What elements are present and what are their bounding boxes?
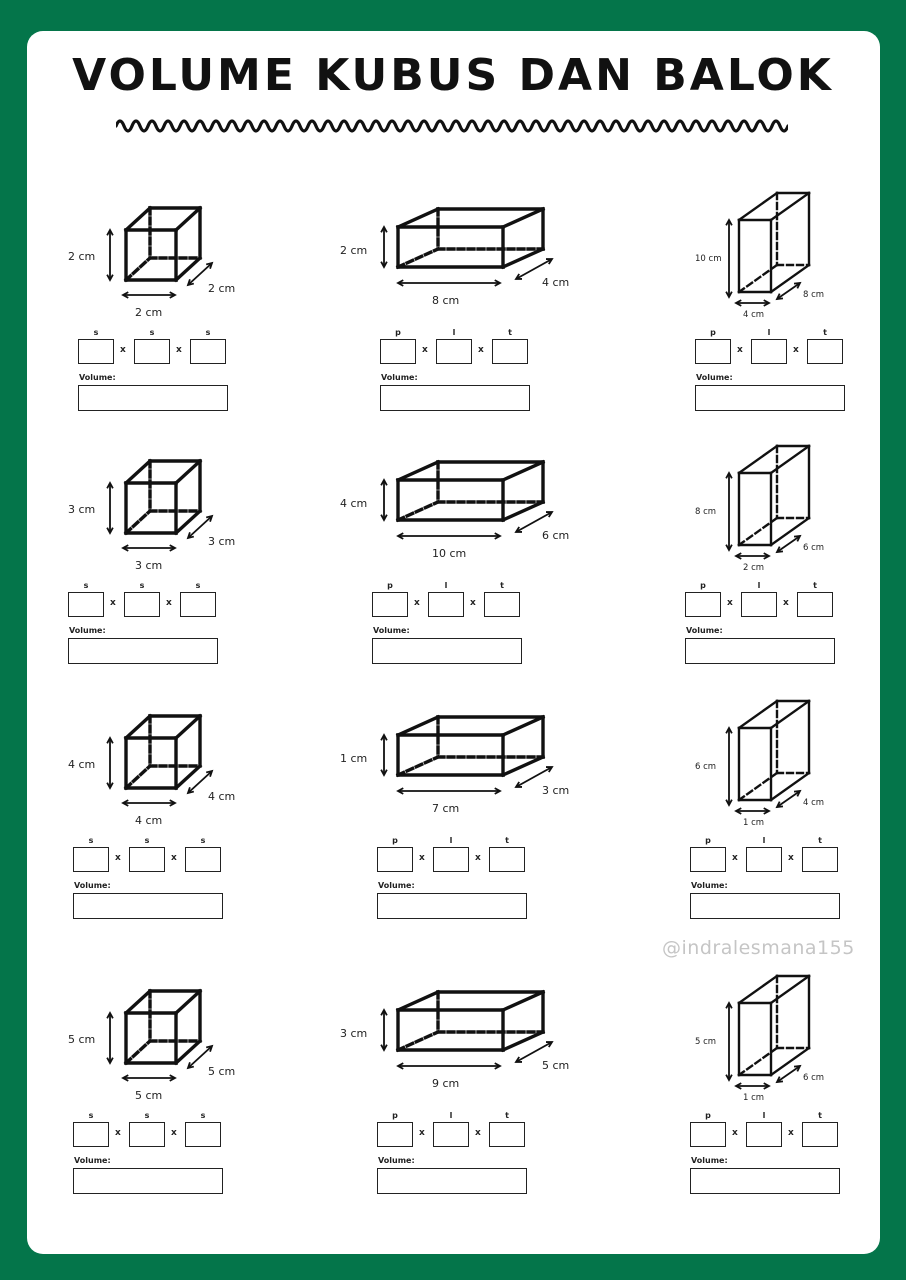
factor-input-box[interactable] [185,847,221,872]
depth-edge [398,992,438,1010]
volume-label: Volume: [378,881,415,890]
height-label: 4 cm [340,497,368,510]
factor-label: s [195,581,201,590]
problem-card-4 [60,448,280,678]
width-arrow [398,788,500,794]
depth-edge [739,446,777,473]
page-title: VOLUME KUBUS DAN BALOK [72,50,834,101]
answer-form [380,328,540,418]
factor-label: t [508,328,512,337]
shape-drawing [126,716,200,788]
shape-drawing [739,193,809,292]
volume-answer-box[interactable] [73,1168,223,1194]
multiply-sign: x [419,1128,425,1138]
depth-edge [739,701,777,728]
problem-card-10 [60,978,280,1208]
factor-label: l [762,836,766,845]
factor-label: l [449,836,453,845]
volume-answer-box[interactable] [695,385,845,411]
width-label: 7 cm [432,802,460,815]
volume-answer-box[interactable] [78,385,228,411]
width-arrow [123,292,175,298]
depth-edge [176,461,200,483]
problem-card-12 [655,978,875,1208]
height-arrow [381,227,387,267]
factor-input-box[interactable] [433,847,469,872]
height-arrow [726,220,732,297]
problem-card-7 [60,703,280,933]
depth-edge [126,991,150,1013]
problem-card-3 [655,195,875,425]
factor-input-box[interactable] [380,339,416,364]
multiply-sign: x [171,853,177,863]
factor-label: s [149,328,155,337]
factor-label: t [818,1111,822,1120]
width-arrow [736,1083,769,1089]
problem-card-6 [655,448,875,678]
problem-card-5 [320,448,570,678]
width-label: 4 cm [743,310,765,320]
volume-answer-box[interactable] [73,893,223,919]
factor-input-box[interactable] [134,339,170,364]
width-arrow [398,533,500,539]
figure-balok-tegak [655,195,875,325]
depth-edge [771,518,809,545]
depth-label: 4 cm [208,790,236,803]
factor-input-box[interactable] [802,1122,838,1147]
hidden-edge [398,502,438,520]
answer-form [73,836,233,926]
depth-edge [176,208,200,230]
volume-answer-box[interactable] [377,1168,527,1194]
height-label: 6 cm [695,762,717,772]
factor-label: p [700,581,706,590]
multiply-sign: x [793,345,799,355]
shape-drawing [398,992,543,1050]
multiply-sign: x [737,345,743,355]
hidden-edge [398,1032,438,1050]
factor-input-box[interactable] [741,592,777,617]
height-label: 1 cm [340,752,368,765]
depth-edge [126,716,150,738]
shape-drawing [739,976,809,1075]
factor-input-box[interactable] [428,592,464,617]
depth-edge [503,992,543,1010]
factor-input-box[interactable] [185,1122,221,1147]
depth-edge [398,209,438,227]
height-label: 8 cm [695,507,717,517]
factor-input-box[interactable] [802,847,838,872]
factor-label: p [710,328,716,337]
multiply-sign: x [732,1128,738,1138]
depth-edge [503,249,543,267]
factor-label: p [387,581,393,590]
depth-edge [126,461,150,483]
volume-answer-box[interactable] [690,1168,840,1194]
hidden-edge [126,258,150,280]
depth-label: 4 cm [803,798,825,808]
shape-drawing [739,701,809,800]
multiply-sign: x [414,598,420,608]
width-arrow [736,553,769,559]
answer-form [68,581,228,671]
shape-drawing [126,208,200,280]
factor-label: l [449,1111,453,1120]
factor-label: l [767,328,771,337]
hidden-edge [126,766,150,788]
depth-edge [771,265,809,292]
depth-edge [503,717,543,735]
height-label: 2 cm [68,250,96,263]
figure-balok [320,703,540,833]
depth-edge [503,1032,543,1050]
figure-balok [320,195,540,325]
depth-edge [398,462,438,480]
factor-input-box[interactable] [129,1122,165,1147]
depth-edge [398,717,438,735]
depth-edge [771,1048,809,1075]
factor-label: s [200,1111,206,1120]
depth-edge [176,991,200,1013]
factor-input-box[interactable] [180,592,216,617]
answer-form [78,328,238,418]
shape-drawing [126,461,200,533]
height-label: 4 cm [68,758,96,771]
factor-input-box[interactable] [489,847,525,872]
factor-label: s [139,581,145,590]
figure-balok-tegak [655,978,875,1108]
factor-input-box[interactable] [685,592,721,617]
answer-form [695,328,855,418]
multiply-sign: x [475,1128,481,1138]
answer-form [377,836,537,926]
factor-label: p [705,1111,711,1120]
hidden-edge [126,1041,150,1063]
factor-input-box[interactable] [78,339,114,364]
shape-drawing [398,462,543,520]
factor-label: p [392,1111,398,1120]
volume-answer-box[interactable] [690,893,840,919]
depth-label: 4 cm [542,276,570,289]
multiply-sign: x [115,1128,121,1138]
hidden-edge [398,757,438,775]
multiply-sign: x [470,598,476,608]
depth-edge [771,773,809,800]
answer-form [372,581,532,671]
watermark-text: @indralesmana155 [662,937,855,959]
factor-label: p [705,836,711,845]
depth-label: 6 cm [803,543,825,553]
problem-card-8 [320,703,570,933]
shape-drawing [398,717,543,775]
width-label: 1 cm [743,1093,765,1103]
multiply-sign: x [422,345,428,355]
factor-input-box[interactable] [377,1122,413,1147]
multiply-sign: x [783,598,789,608]
factor-label: s [93,328,99,337]
multiply-sign: x [732,853,738,863]
height-arrow [726,1003,732,1080]
width-label: 3 cm [135,559,163,572]
factor-input-box[interactable] [73,1122,109,1147]
factor-label: t [505,836,509,845]
factor-input-box[interactable] [436,339,472,364]
problem-card-9 [655,703,875,933]
factor-input-box[interactable] [129,847,165,872]
factor-label: s [200,836,206,845]
factor-label: s [83,581,89,590]
depth-edge [176,716,200,738]
width-arrow [398,280,500,286]
factor-input-box[interactable] [690,847,726,872]
width-label: 2 cm [743,563,765,573]
problem-card-1 [60,195,280,425]
depth-label: 3 cm [542,784,570,797]
factor-input-box[interactable] [492,339,528,364]
multiply-sign: x [727,598,733,608]
factor-input-box[interactable] [124,592,160,617]
factor-input-box[interactable] [489,1122,525,1147]
factor-input-box[interactable] [807,339,843,364]
answer-form [690,1111,850,1201]
width-label: 9 cm [432,1077,460,1090]
factor-input-box[interactable] [372,592,408,617]
figure-balok-tegak [655,448,875,578]
figure-balok-tegak [655,703,875,833]
answer-form [685,581,845,671]
factor-input-box[interactable] [797,592,833,617]
shape-drawing [126,991,200,1063]
height-arrow [381,480,387,520]
depth-edge [503,757,543,775]
factor-label: p [392,836,398,845]
hidden-edge [126,511,150,533]
height-arrow [381,735,387,775]
width-label: 5 cm [135,1089,163,1102]
width-arrow [123,800,175,806]
factor-input-box[interactable] [695,339,731,364]
depth-edge [739,193,777,220]
depth-edge [503,209,543,227]
depth-edge [503,462,543,480]
volume-label: Volume: [691,881,728,890]
multiply-sign: x [120,345,126,355]
figure-balok [320,448,540,578]
shape-drawing [739,446,809,545]
factor-label: s [88,1111,94,1120]
width-label: 10 cm [432,547,467,560]
depth-label: 8 cm [803,290,825,300]
answer-form [690,836,850,926]
width-label: 1 cm [743,818,765,828]
width-arrow [123,1075,175,1081]
multiply-sign: x [475,853,481,863]
depth-label: 2 cm [208,282,236,295]
volume-answer-box[interactable] [377,893,527,919]
factor-input-box[interactable] [190,339,226,364]
volume-label: Volume: [696,373,733,382]
volume-label: Volume: [373,626,410,635]
factor-input-box[interactable] [68,592,104,617]
volume-answer-box[interactable] [685,638,835,664]
factor-input-box[interactable] [484,592,520,617]
width-label: 4 cm [135,814,163,827]
shape-drawing [398,209,543,267]
factor-label: s [144,1111,150,1120]
volume-answer-box[interactable] [380,385,530,411]
factor-label: l [762,1111,766,1120]
height-label: 5 cm [68,1033,96,1046]
factor-label: l [452,328,456,337]
volume-label: Volume: [686,626,723,635]
depth-label: 3 cm [208,535,236,548]
factor-input-box[interactable] [433,1122,469,1147]
factor-label: s [88,836,94,845]
multiply-sign: x [788,853,794,863]
factor-label: t [823,328,827,337]
depth-label: 5 cm [208,1065,236,1078]
factor-input-box[interactable] [751,339,787,364]
width-arrow [736,300,769,306]
multiply-sign: x [176,345,182,355]
depth-label: 6 cm [803,1073,825,1083]
width-label: 8 cm [432,294,460,307]
volume-label: Volume: [69,626,106,635]
multiply-sign: x [478,345,484,355]
width-arrow [736,808,769,814]
height-arrow [381,1010,387,1050]
factor-label: t [813,581,817,590]
problem-card-11 [320,978,570,1208]
volume-label: Volume: [691,1156,728,1165]
multiply-sign: x [171,1128,177,1138]
factor-input-box[interactable] [73,847,109,872]
problem-card-2 [320,195,570,425]
factor-input-box[interactable] [746,1122,782,1147]
volume-answer-box[interactable] [372,638,522,664]
height-label: 5 cm [695,1037,717,1047]
height-label: 3 cm [68,503,96,516]
width-label: 2 cm [135,306,163,319]
multiply-sign: x [115,853,121,863]
height-label: 2 cm [340,244,368,257]
depth-label: 6 cm [542,529,570,542]
depth-edge [126,208,150,230]
height-arrow [107,483,113,533]
answer-form [73,1111,233,1201]
factor-label: s [144,836,150,845]
decorative-wave [116,114,788,138]
height-arrow [107,1013,113,1063]
multiply-sign: x [110,598,116,608]
width-arrow [123,545,175,551]
factor-input-box[interactable] [690,1122,726,1147]
volume-label: Volume: [74,1156,111,1165]
multiply-sign: x [419,853,425,863]
height-label: 3 cm [340,1027,368,1040]
height-arrow [726,473,732,550]
width-arrow [398,1063,500,1069]
depth-label: 5 cm [542,1059,570,1072]
height-arrow [107,230,113,280]
height-label: 10 cm [695,254,722,264]
factor-label: p [395,328,401,337]
volume-answer-box[interactable] [68,638,218,664]
figure-balok [320,978,540,1108]
hidden-edge [398,249,438,267]
factor-label: t [818,836,822,845]
multiply-sign: x [166,598,172,608]
factor-label: l [444,581,448,590]
factor-input-box[interactable] [746,847,782,872]
volume-label: Volume: [79,373,116,382]
depth-edge [739,976,777,1003]
factor-label: t [505,1111,509,1120]
height-arrow [107,738,113,788]
height-arrow [726,728,732,805]
volume-label: Volume: [381,373,418,382]
factor-label: t [500,581,504,590]
depth-edge [503,502,543,520]
factor-label: l [757,581,761,590]
answer-form [377,1111,537,1201]
volume-label: Volume: [378,1156,415,1165]
multiply-sign: x [788,1128,794,1138]
factor-input-box[interactable] [377,847,413,872]
volume-label: Volume: [74,881,111,890]
factor-label: s [205,328,211,337]
